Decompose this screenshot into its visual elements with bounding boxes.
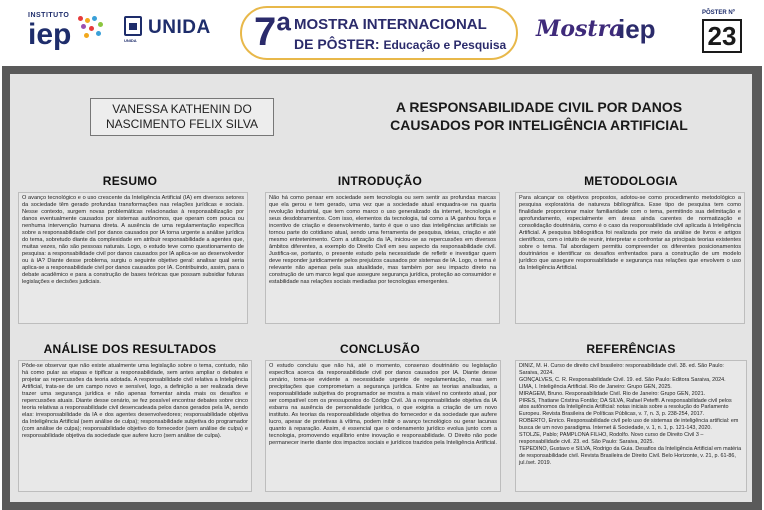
reference-item: TEPEDINO, Gustavo e SILVA, Rodrigo da Guia. Desafios da Inteligência Artificial em matéria de responsabilidade civil. Revista Brasileira de Direito Civil. Belo Horizonte, v. 21, p. 61-86, jul./set. 2019. [519, 445, 742, 466]
iep-logo-text: iep [28, 18, 72, 51]
conclusao-text: O estudo concluiu que não há, até o momento, consenso doutrinário ou legislação específica acerca da responsabilidade civil por danos causados por IA. Diante desse cenário, torna-se evidente a necessidade urgente de regulamentação, mas sem precipitações que comprometam a segurança jurídica. Entre as teorias analisadas, a responsabilidade subjetiva do programador se mostra a mais viável no contexto atual, por ser compatível com os pressupostos do Código Civil. Já a responsabilidade objetiva da IA esbarra na ausência de personalidade jurídica, o que exigiria a criação de um novo instituto. As teorias da responsabilidade objetiva do fornecedor e da sociedade que aufere lucro, apesar de protetivas à vítima, podem inibir o avanço tecnológico ou gerar lacunas quanto à reparação. Assim, é essencial que o ordenamento jurídico evolua junto com a tecnologia, promovendo equilíbrio entre inovação e responsabilidade. O Direito não pode permanecer inerte diante dos impactos sociais e jurídicos trazidos pela Inteligência Artificial. [265, 360, 501, 492]
reference-item: LIMA, I. Inteligência Artificial. Rio de Janeiro: Grupo GEN, 2025. [519, 383, 672, 390]
introducao-heading: INTRODUÇÃO [337, 174, 423, 188]
reference-item: STOLZE, Pablo; PAMPLONA FILHO, Rodolfo. Novo curso de Direito Civil 3 – responsabilidade civil. 23. ed. São Paulo: Saraiva, 2025. [519, 432, 704, 445]
resumo-heading: RESUMO [102, 174, 158, 188]
metodologia-text: Para alcançar os objetivos propostos, adotou-se como procedimento metodológico a pesquisa exploratória de natureza bibliográfica. Esse tipo de pesquisa tem como finalidade proporcionar maior familiaridade com o tema, permitindo sua delimitação e aprofundamento, especialmente em áreas ainda carentes de normatização e consolidação doutrinária, como é o caso da responsabilidade civil aplicada à Inteligência Artificial. A pesquisa bibliográfica foi realizada por meio da análise de livros e artigos científicos, com o intuito de reunir, interpretar e confrontar as principais teorias existentes sobre o tema. Tal abordagem permitiu compreender os diferentes posicionamentos doutrinários e identificar os desafios enfrentados para a construção de um modelo jurídico que assegure responsabilidade e segurança nas relações que envolvem o uso da Inteligência Artificial. [515, 192, 745, 324]
unida-logo [124, 16, 224, 46]
event-number: 7ª [254, 10, 292, 54]
mostra-script-text: Mostra [536, 16, 624, 42]
resumo-text: O avanço tecnológico e o uso crescente da Inteligência Artificial (IA) em diversos setores da sociedade têm gerado profundas transformações nas relações jurídicas e sociais. Nesse contexto, surgem novas problemáticas relacionadas à responsabilização por danos eventualmente causados por sistemas autônomos, que operam com pouca ou nenhuma intervenção humana direta. A ausência de uma regulamentação específica sobre a responsabilidade civil por danos causados por IA torna urgente a análise jurídica do tema, sobretudo diante da complexidade em atribuir responsabilidade a agentes que, muitas vezes, não são pessoas naturais. Logo, o estudo teve como questionamento de pesquisa: a responsabilidade civil por danos causados por IA aplica-se ao desenvolvedor ou à IA? Diante desse problema, surgiu o seguinte objetivo geral: analisar qual seria aplica-se a responsabilidade civil por danos causados por IA. Contribuindo, assim, para o debate acadêmico e para a construção de bases teóricas que possam subsidiar futuras legislações e decisões judiciais. [18, 192, 248, 324]
reference-item: GONÇALVES, C. R. Responsabilidade Civil. 19. ed. São Paulo: Editora Saraiva, 2024. [519, 376, 726, 383]
event-title-line1: MOSTRA INTERNACIONAL [294, 16, 487, 33]
event-title-line2-a: DE PÔSTER: [294, 36, 380, 52]
metodologia-heading: METODOLOGIA [584, 174, 678, 188]
instituto-label: INSTITUTO [28, 12, 70, 19]
poster-title: A RESPONSABILIDADE CIVIL POR DANOS CAUSADOS POR INTELIGÊNCIA ARTIFICIAL [390, 99, 688, 133]
poster-number-box [700, 10, 744, 58]
author-name: VANESSA KATHENIN DO NASCIMENTO FELIX SILVA [90, 98, 274, 136]
poster-number-label: PÔSTER Nº [702, 10, 735, 16]
poster-panel [10, 74, 752, 502]
reference-item: ROBERTO, Enrico. Responsabilidade civil pelo uso de sistemas de inteligência artificial: em busca de um novo paradigma. Internet & Sociedade, v. 1, n. 1, p. 121-143, 2020. [519, 418, 739, 432]
mostra-iep-text: iep [618, 14, 656, 44]
reference-item: MIRAGEM, Bruno. Responsabilidade Civil. Rio de Janeiro: Grupo GEN, 2021. [519, 390, 706, 397]
event-title-badge [240, 6, 518, 60]
conclusao-heading: CONCLUSÃO [339, 342, 421, 356]
poster-number-value: 23 [702, 19, 742, 53]
instituto-iep-logo [24, 10, 104, 54]
reference-item: DINIZ, M. H. Curso de direito civil brasileiro: responsabilidade civil. 38. ed. São Paulo: Saraiva, 2024. [519, 363, 724, 376]
mostra-iep-logo [536, 12, 676, 52]
introducao-text: Não há como pensar em sociedade sem tecnologia ou sem sentir as profundas marcas que ela gerou e tem gerado, uma vez que a sociedade atual enquadra-se na quarta revolução industrial, que tem como marco o uso generalizado da internet, tecnologia e seus desdobramentos. Com isso, elementos da tecnologia, tal como a IA ganhou força e incentivo de criação e desenvolvimento, tanto é que o uso das inteligências artificiais se tornou parte do cotidiano atual, sendo uma ferramenta de pesquisa, ideias, criação e até mesmo entretenimento. Com a utilização da IA, iniciou-se as repercussões em diversos âmbitos diferentes, a exemplo do Direito Civil em seu aspecto da responsabilidade civil. Justifica-se, portanto, o presente estudo pela necessidade de refletir e investigar quem deve responder juridicamente pelos prejuízos causados por sistemas de IA. Logo, o tema é relevante não apenas pela sua atualidade, mas também por seu impacto direto na construção de um marco legal que assegure segurança jurídica, proteção ao consumidor e estabilidade nas relações sociais mediadas por tecnologias emergentes. [265, 192, 500, 324]
unida-building-icon [124, 16, 142, 36]
poster-frame [2, 66, 762, 510]
referencias-heading: REFERÊNCIAS [586, 342, 676, 356]
analise-heading: ANÁLISE DOS RESULTADOS [43, 342, 217, 356]
reference-item: PIRES, Thatiane Cristina Fontão; DA SILVA, Rafael Peteffi. A responsabilidade civil pelos atos autônomos da Inteligência Artificial: notas iniciais sobre a resolução do Parlamento Europeu. Revista Brasileira de Políticas Públicas, v. 7, n. 3, p. 238-254, 2017. [519, 397, 732, 418]
unida-small-label: UNIDA [124, 38, 137, 43]
event-title-line2 [294, 36, 506, 52]
unida-logo-text: UNIDA [148, 17, 211, 38]
analise-text: Pôde-se observar que não existe atualmente uma legislação sobre o tema, contudo, não há como pular as etapas e tipificar a responsabilidade, sem antes ampliar o debates e projetar as repercussões da teoria adotada. A responsabilidade civil relativa a Inteligência Artificial, trata-se de um campo novo e sensível, logo, a definição a ser realizada deve trazer uma segurança jurídica e não apenas fomentar ainda mais os desafios e repercussões atuais. Diante desse cenário, se fez possível encontrar debates sobre cinco teoria relativas a responsabilidade civil desencadeada pelos danos gerados pela IA, sendo elas: irresponsabilidade da IA e dos agentes desenvolvedores; responsabilidade objetiva da Inteligência Artificial (sem análise de culpa); responsabilidade subjetiva do programador (com análise de culpa); responsabilidade objetivo do fornecedor (sem análise de culpa) e responsabilidade objetiva da sociedade que aufere lucro (sem análise de culpa). [18, 360, 252, 492]
event-title-line2-b: Educação e Pesquisa [383, 38, 507, 52]
iep-dots-icon [76, 16, 104, 44]
referencias-list [515, 360, 747, 492]
poster-header [0, 0, 764, 66]
